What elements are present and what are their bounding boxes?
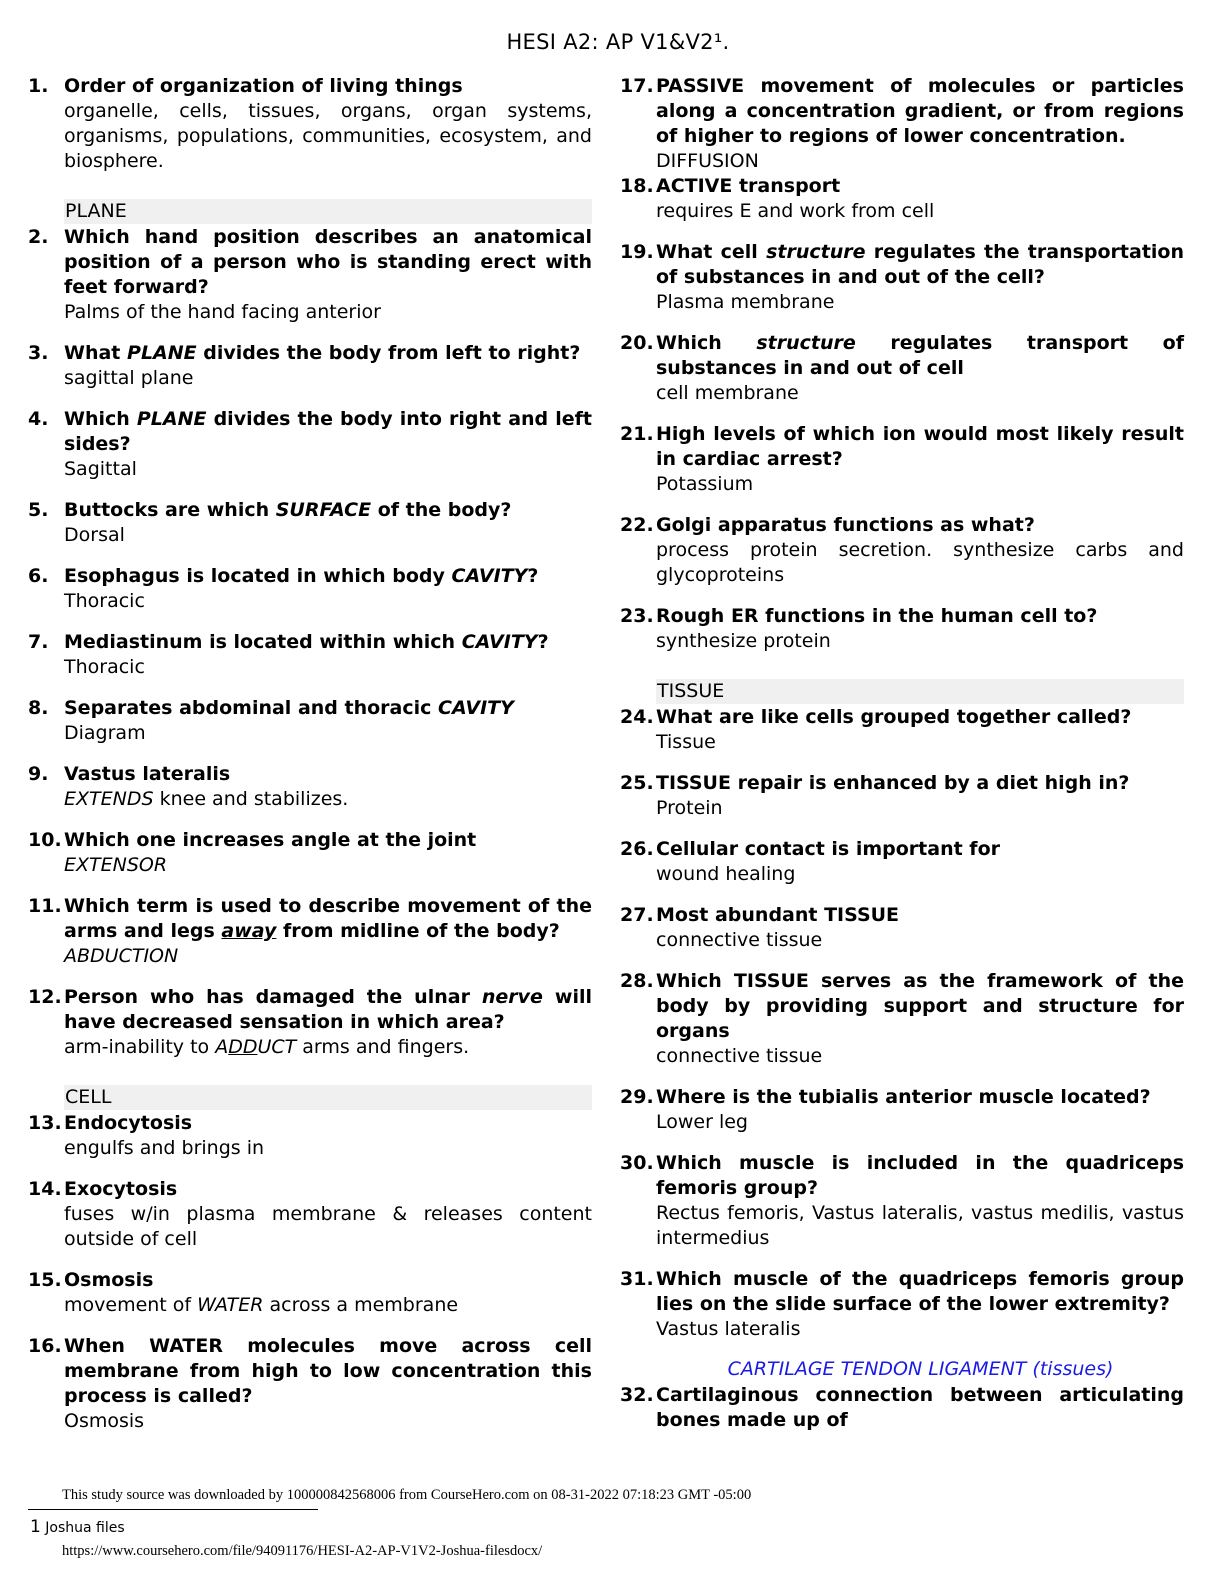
- answer-text: Vastus lateralis: [656, 1318, 801, 1340]
- question-number: 4.: [28, 408, 49, 430]
- answer-text: synthesize protein: [656, 630, 831, 652]
- question-11: [28, 894, 592, 969]
- question-text: ACTIVE transport: [656, 175, 841, 197]
- question-text: Which term is used to describe movement of the arms and legs away from midline of the body?: [64, 895, 592, 942]
- question-number: 2.: [28, 226, 49, 248]
- footnote-number: 1: [30, 1517, 41, 1537]
- question-24: [620, 705, 1184, 755]
- question-text: Most abundant TISSUE: [656, 904, 900, 926]
- question-number: 26.: [620, 838, 654, 860]
- answer-text: connective tissue: [656, 1045, 823, 1067]
- question-number: 9.: [28, 763, 49, 785]
- answer-text: arm-inability to ADDUCT arms and fingers.: [64, 1036, 470, 1058]
- question-13: [28, 1111, 592, 1161]
- answer-text: fuses w/in plasma membrane & releases content outside of cell: [64, 1203, 592, 1250]
- question-32: [620, 1383, 1184, 1433]
- footnote: [30, 1517, 125, 1537]
- question-3: [28, 341, 592, 391]
- question-text: Which muscle of the quadriceps femoris group lies on the slide surface of the lower extremity?: [656, 1268, 1184, 1315]
- answer-text: connective tissue: [656, 929, 823, 951]
- question-text: Which TISSUE serves as the framework of the body by providing support and structure for organs: [656, 970, 1184, 1042]
- question-text: High levels of which ion would most likely result in cardiac arrest?: [656, 423, 1184, 470]
- question-text: Vastus lateralis: [64, 763, 231, 785]
- question-text: When WATER molecules move across cell membrane from high to low concentration this process is called?: [64, 1335, 592, 1407]
- question-number: 17.: [620, 75, 654, 97]
- question-text: Person who has damaged the ulnar nerve will have decreased sensation in which area?: [64, 986, 592, 1033]
- answer-text: Potassium: [656, 473, 754, 495]
- question-30: [620, 1151, 1184, 1251]
- question-29: [620, 1085, 1184, 1135]
- question-27: [620, 903, 1184, 953]
- question-28: [620, 969, 1184, 1069]
- question-text: Separates abdominal and thoracic CAVITY: [64, 697, 514, 719]
- question-18: [620, 174, 1184, 224]
- left-column: [28, 74, 592, 1434]
- question-15: [28, 1268, 592, 1318]
- question-text: Order of organization of living things: [64, 75, 463, 97]
- question-number: 23.: [620, 605, 654, 627]
- question-number: 29.: [620, 1086, 654, 1108]
- question-number: 20.: [620, 332, 654, 354]
- section-heading-tissue: TISSUE: [656, 679, 1184, 704]
- question-number: 16.: [28, 1335, 62, 1357]
- question-number: 8.: [28, 697, 49, 719]
- question-text: Endocytosis: [64, 1112, 193, 1134]
- answer-text: Rectus femoris, Vastus lateralis, vastus medilis, vastus intermedius: [656, 1202, 1184, 1249]
- answer-text: Palms of the hand facing anterior: [64, 301, 381, 323]
- question-number: 27.: [620, 904, 654, 926]
- question-number: 3.: [28, 342, 49, 364]
- question-text: Rough ER functions in the human cell to?: [656, 605, 1098, 627]
- download-source-notice: This study source was downloaded by 100000842568006 from CourseHero.com on 08-31-2022 07:18:23 GMT -05:00: [62, 1487, 752, 1503]
- answer-text: process protein secretion. synthesize carbs and glycoproteins: [656, 539, 1184, 586]
- answer-text: wound healing: [656, 863, 796, 885]
- answer-text: cell membrane: [656, 382, 799, 404]
- question-text: Which hand position describes an anatomical position of a person who is standing erect with feet forward?: [64, 226, 592, 298]
- answer-text: Plasma membrane: [656, 291, 835, 313]
- footnote-text: Joshua files: [40, 1520, 125, 1536]
- question-17: [620, 74, 1184, 174]
- question-22: [620, 513, 1184, 588]
- answer-text: sagittal plane: [64, 367, 194, 389]
- page-title: HESI A2: AP V1&V2¹.: [506, 30, 730, 54]
- question-text: Exocytosis: [64, 1178, 178, 1200]
- question-number: 30.: [620, 1152, 654, 1174]
- answer-text: Sagittal: [64, 458, 137, 480]
- question-number: 31.: [620, 1268, 654, 1290]
- question-text: Cartilaginous connection between articulating bones made up of: [656, 1384, 1184, 1431]
- question-number: 1.: [28, 75, 49, 97]
- question-1: [28, 74, 592, 174]
- answer-text: ABDUCTION: [64, 945, 179, 967]
- question-23: [620, 604, 1184, 654]
- question-text: Esophagus is located in which body CAVITY?: [64, 565, 539, 587]
- answer-text: Lower leg: [656, 1111, 748, 1133]
- question-number: 19.: [620, 241, 654, 263]
- question-text: What PLANE divides the body from left to right?: [64, 342, 581, 364]
- section-heading-plane: PLANE: [64, 199, 592, 224]
- question-number: 11.: [28, 895, 62, 917]
- answer-text: Diagram: [64, 722, 146, 744]
- question-text: Buttocks are which SURFACE of the body?: [64, 499, 512, 521]
- question-5: [28, 498, 592, 548]
- question-10: [28, 828, 592, 878]
- section-heading-cell: CELL: [64, 1085, 592, 1110]
- question-19: [620, 240, 1184, 315]
- question-number: 13.: [28, 1112, 62, 1134]
- answer-text: Thoracic: [64, 656, 145, 678]
- question-text: Where is the tubialis anterior muscle located?: [656, 1086, 1151, 1108]
- question-text: Golgi apparatus functions as what?: [656, 514, 1035, 536]
- answer-text: Thoracic: [64, 590, 145, 612]
- answer-text: Osmosis: [64, 1410, 145, 1432]
- question-number: 28.: [620, 970, 654, 992]
- question-text: Mediastinum is located within which CAVITY?: [64, 631, 549, 653]
- question-text: Which PLANE divides the body into right and left sides?: [64, 408, 592, 455]
- question-number: 10.: [28, 829, 62, 851]
- question-12: [28, 985, 592, 1060]
- question-number: 22.: [620, 514, 654, 536]
- answer-text: engulfs and brings in: [64, 1137, 265, 1159]
- answer-text: Tissue: [656, 731, 716, 753]
- question-2: [28, 225, 592, 325]
- question-text: Which structure regulates transport of substances in and out of cell: [656, 332, 1185, 379]
- question-text: Cellular contact is important for: [656, 838, 1000, 860]
- question-6: [28, 564, 592, 614]
- question-number: 7.: [28, 631, 49, 653]
- question-text: PASSIVE movement of molecules or particles along a concentration gradient, or from regions of higher to regions of lower concentration.: [656, 75, 1184, 147]
- question-number: 25.: [620, 772, 654, 794]
- question-text: Osmosis: [64, 1269, 154, 1291]
- question-number: 21.: [620, 423, 654, 445]
- question-text: What cell structure regulates the transportation of substances in and out of the cell?: [656, 241, 1185, 288]
- answer-text: Dorsal: [64, 524, 125, 546]
- question-text: Which muscle is included in the quadriceps femoris group?: [656, 1152, 1184, 1199]
- answer-text: EXTENSOR: [64, 854, 168, 876]
- question-14: [28, 1177, 592, 1252]
- question-9: [28, 762, 592, 812]
- question-20: [620, 331, 1184, 406]
- source-url: https://www.coursehero.com/file/94091176/HESI-A2-AP-V1V2-Joshua-filesdocx/: [62, 1543, 543, 1559]
- answer-text: movement of WATER across a membrane: [64, 1294, 459, 1316]
- question-7: [28, 630, 592, 680]
- question-number: 24.: [620, 706, 654, 728]
- question-number: 14.: [28, 1178, 62, 1200]
- question-16: [28, 1334, 592, 1434]
- answer-text: requires E and work from cell: [656, 200, 935, 222]
- question-8: [28, 696, 592, 746]
- question-number: 12.: [28, 986, 62, 1008]
- question-text: What are like cells grouped together called?: [656, 706, 1132, 728]
- question-number: 15.: [28, 1269, 62, 1291]
- answer-text: EXTENDS knee and stabilizes.: [64, 788, 349, 810]
- right-column: [620, 74, 1184, 1433]
- footnote-divider: [28, 1509, 318, 1510]
- question-26: [620, 837, 1184, 887]
- question-31: [620, 1267, 1184, 1342]
- question-text: TISSUE repair is enhanced by a diet high in?: [656, 772, 1130, 794]
- answer-text: Protein: [656, 797, 723, 819]
- question-number: 32.: [620, 1384, 654, 1406]
- question-25: [620, 771, 1184, 821]
- question-21: [620, 422, 1184, 497]
- answer-text: DIFFUSION: [656, 150, 759, 172]
- question-number: 18.: [620, 175, 654, 197]
- question-text: Which one increases angle at the joint: [64, 829, 477, 851]
- section-heading-cartilage: CARTILAGE TENDON LIGAMENT (tissues): [727, 1358, 1114, 1380]
- answer-text: organelle, cells, tissues, organs, organ systems, organisms, populations, communities, ecosystem, and biosphere.: [64, 100, 592, 172]
- question-number: 6.: [28, 565, 49, 587]
- question-number: 5.: [28, 499, 49, 521]
- question-4: [28, 407, 592, 482]
